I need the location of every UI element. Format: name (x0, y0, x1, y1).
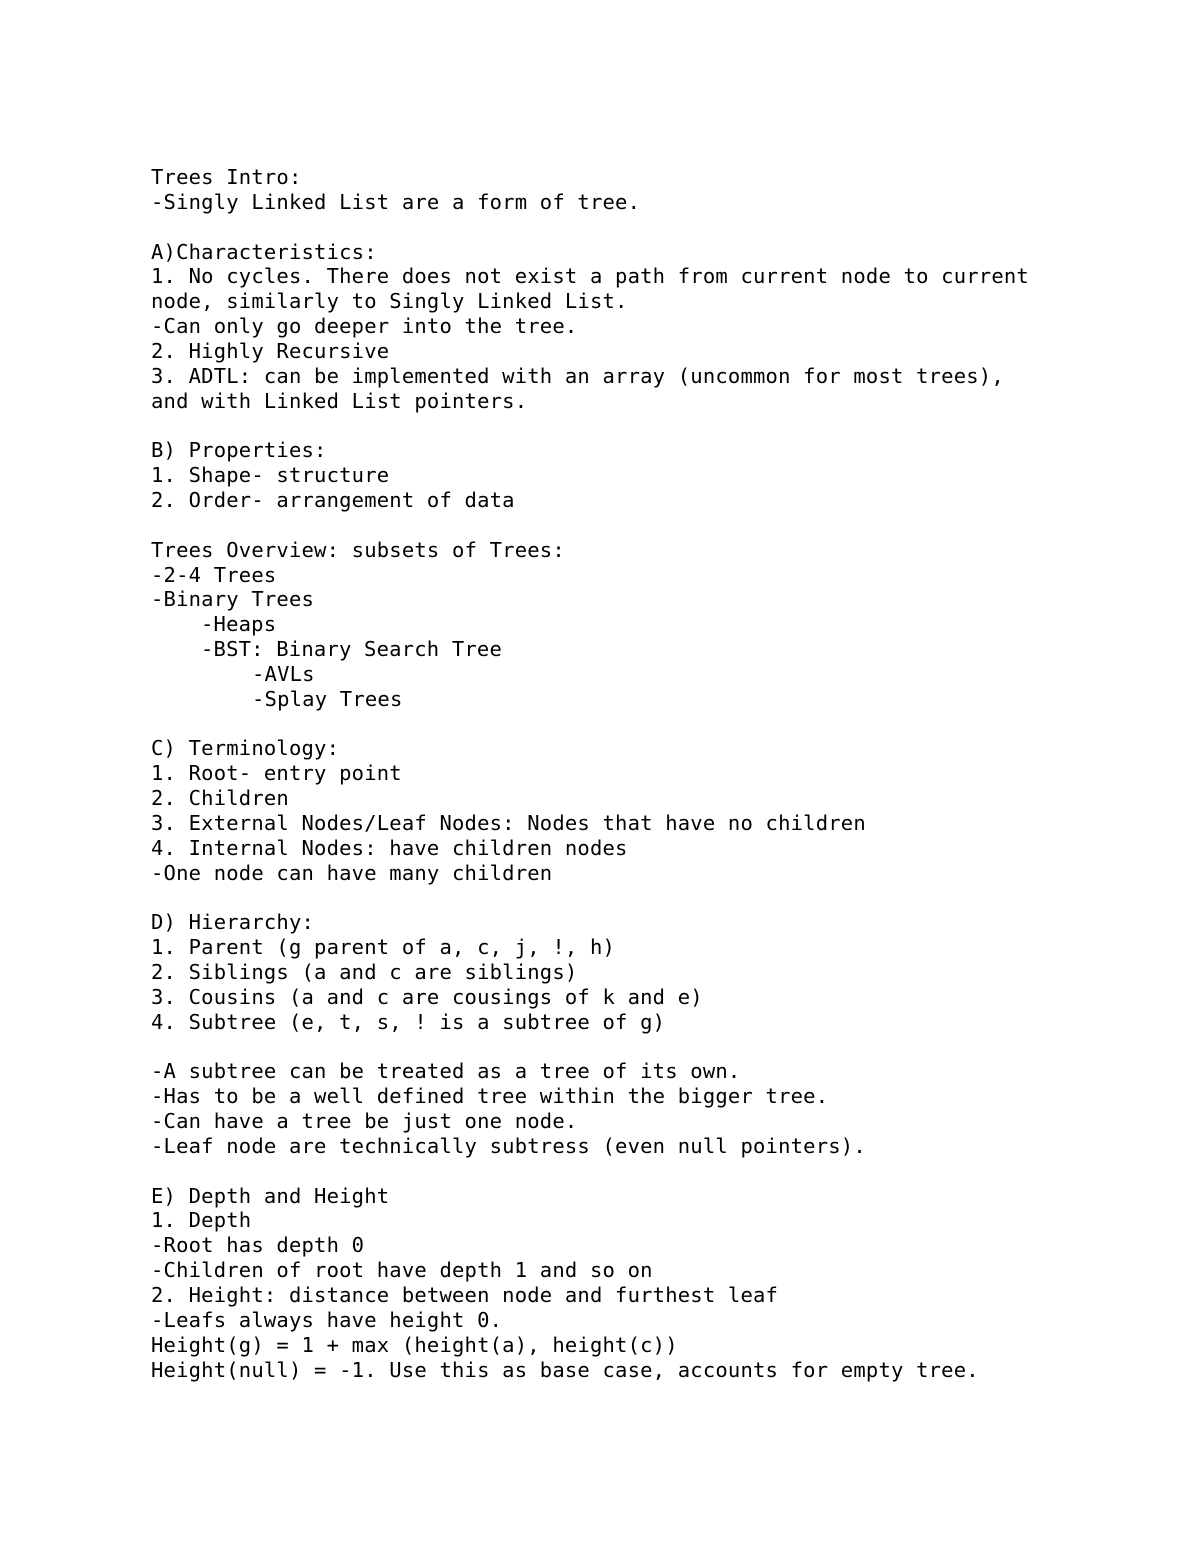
characteristics-line: -Can only go deeper into the tree. (151, 314, 578, 339)
properties-line: 2. Order- arrangement of data (151, 487, 515, 512)
hierarchy-line: 2. Siblings (a and c are siblings) (151, 960, 578, 984)
depth-height-line: -Root has depth 0 (151, 1233, 365, 1258)
blank-line (151, 413, 1131, 438)
blank-line (151, 513, 1131, 538)
overview-item: -Splay Trees (252, 686, 403, 711)
intro-note: -Singly Linked List are a form of tree. (151, 189, 641, 214)
blank-line (151, 885, 1131, 910)
overview-item: -BST: Binary Search Tree (201, 637, 503, 662)
depth-height-line: -Children of root have depth 1 and so on (151, 1258, 653, 1283)
depth-height-line: Height(null) = -1. Use this as base case, accounts for empty tree. (151, 1357, 979, 1382)
depth-height-line: -Leafs always have height 0. (151, 1307, 503, 1332)
hierarchy-note: -Has to be a well defined tree within the bigger tree. (151, 1084, 829, 1109)
terminology-heading: C) Terminology: (151, 736, 340, 761)
overview-item: -AVLs (252, 661, 315, 686)
properties-heading: B) Properties: (151, 438, 327, 463)
blank-line (151, 712, 1131, 737)
overview-item: -2-4 Trees (151, 562, 277, 587)
hierarchy-line: 3. Cousins (a and c are cousings of k and e) (151, 984, 703, 1009)
hierarchy-note: -Leaf node are technically subtress (even null pointers). (151, 1133, 866, 1158)
depth-height-line: 1. Depth (151, 1208, 252, 1233)
hierarchy-line: 1. Parent (g parent of a, c, j, !, h) (151, 935, 616, 960)
characteristics-line: 2. Highly Recursive (151, 338, 390, 363)
blank-line (151, 215, 1131, 240)
terminology-line: 1. Root- entry point (151, 761, 402, 786)
depth-height-heading: E) Depth and Height (151, 1183, 390, 1208)
terminology-line: 2. Children (151, 786, 289, 811)
overview-heading: Trees Overview: subsets of Trees: (151, 537, 565, 562)
terminology-line: 3. External Nodes/Leaf Nodes: Nodes that have no children (151, 810, 866, 835)
hierarchy-line: 4. Subtree (e, t, s, ! is a subtree of g) (151, 1009, 666, 1034)
terminology-line: -One node can have many children (151, 860, 553, 885)
characteristics-line: 1. No cycles. There does not exist a path from current node to current (151, 264, 1029, 289)
overview-item: -Binary Trees (151, 587, 315, 612)
hierarchy-heading: D) Hierarchy: (151, 910, 315, 935)
characteristics-heading: A)Characteristics: (151, 239, 377, 264)
depth-height-line: Height(g) = 1 + max (height(a), height(c)) (151, 1332, 678, 1357)
overview-item: -Heaps (201, 612, 277, 637)
properties-line: 1. Shape- structure (151, 463, 390, 488)
terminology-line: 4. Internal Nodes: have children nodes (151, 835, 628, 860)
hierarchy-note: -A subtree can be treated as a tree of its own. (151, 1059, 741, 1084)
document-body (151, 165, 1131, 1382)
intro-heading: Trees Intro: (151, 165, 302, 189)
characteristics-line: node, similarly to Singly Linked List. (151, 289, 628, 314)
characteristics-line: and with Linked List pointers. (151, 388, 528, 413)
depth-height-line: 2. Height: distance between node and furthest leaf (151, 1282, 779, 1307)
blank-line (151, 1035, 1131, 1060)
hierarchy-note: -Can have a tree be just one node. (151, 1109, 578, 1134)
characteristics-line: 3. ADTL: can be implemented with an array (uncommon for most trees), (151, 363, 1004, 388)
blank-line (151, 1159, 1131, 1184)
